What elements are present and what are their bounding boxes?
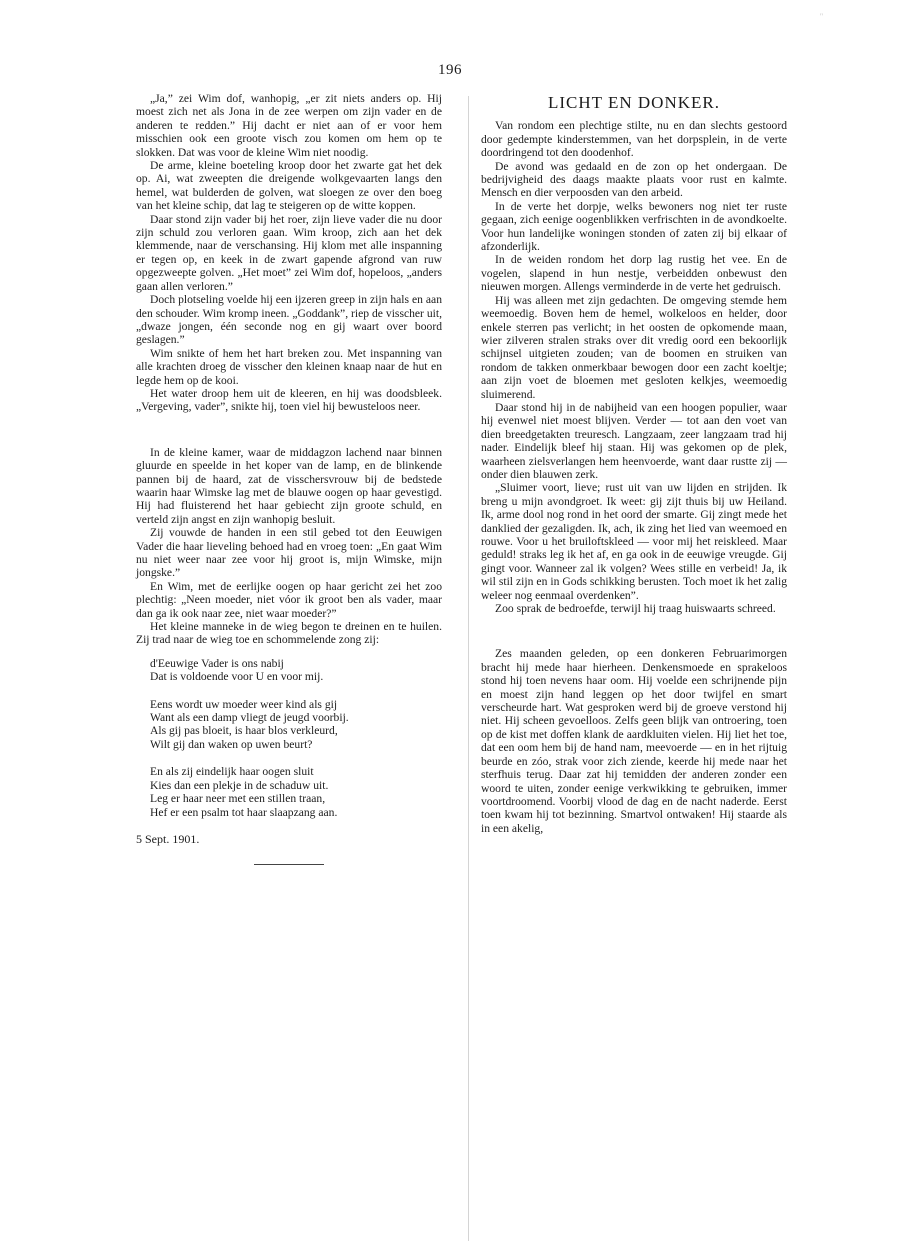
right-paragraph: Daar stond hij in de nabijheid van een hoogen populier, waar hij evenwel niet moest blijven. Verder — tot aan den voet van dien breedgetakten treuresch. Langzaam, zeer langzaam trad hij nader. Eindelijk bleef hij staan. Hij was gekomen op de plek, waarheen zielsverlangen hem heenvoerde, want daar rustte zij — onder dien blauwen zerk.: [481, 400, 787, 481]
poem-line: Als gij pas bloeit, is haar blos verkleurd,: [150, 724, 338, 738]
section-break: [481, 615, 787, 631]
right-paragraph: Hij was alleen met zijn gedachten. De omgeving stemde hem weemoedig. Boven hem de hemel, wolkeloos en helder, door enkele sterren pas verlicht; in het oosten de opkomende maan, wier zilveren stralen straks over dit vredig oord een bekoorlijk schijnsel uitgieten zouden; van de boomen en struiken van rondom de takken onmerkbaar bewogen door een zacht koeltje; aan zijn voet de bloemen met gesloten kelkjes, weemoedig sluimerend.: [481, 293, 787, 401]
lullaby-poem: [136, 657, 442, 819]
left-paragraph: In de kleine kamer, waar de middagzon lachend naar binnen gluurde en speelde in het koper van de lamp, en de blinkende pannen bij de haard, zat de visschersvrouw bij de bedstede waarin haar Wimske lag met de blauwe oogen op haar gevestigd. Hij had fluisterend het haar gebiecht zijn groote schuld, en verteld zijn angst en zijn wanhopig besluit.: [136, 445, 442, 526]
poem-line: Kies dan een plekje in de schaduw uit.: [150, 778, 329, 792]
left-paragraph: Zij vouwde de handen in een stil gebed tot den Eeuwigen Vader die haar lieveling behoed had en vroeg toen: „En gaat Wim nu niet weer naar zee voor hij groot is, mijn Wimske, mijn jongske.”: [136, 526, 442, 580]
left-paragraph: Wim snikte of hem het hart breken zou. Met inspanning van alle krachten droeg de visscher den kleinen knaap naar de hut en legde hem op de kooi.: [136, 346, 442, 387]
poem-stanza: [150, 698, 442, 752]
section-break: [136, 414, 442, 430]
left-paragraph: Het kleine manneke in de wieg begon te dreinen en te huilen. Zij trad naar de wieg toe en schommelende zong zij:: [136, 620, 442, 647]
poem-line: En als zij eindelijk haar oogen sluit: [150, 765, 314, 779]
section-break: [481, 631, 787, 647]
left-paragraph: De arme, kleine boeteling kroop door het zwarte gat het dek op. Ai, wat zweepten die dreigende wolkgevaarten langs den hemel, wat bulderden de golven, wat sloegen ze over den boeg van het kleine schip, dat lag te steigeren op de witte koppen.: [136, 159, 442, 213]
poem-line: d'Eeuwige Vader is ons nabij: [150, 656, 284, 670]
right-paragraph: De avond was gedaald en de zon op het ondergaan. De bedrijvigheid des daags maakte plaats voor rust en kalmte. Mensch en dier verpoosden van den arbeid.: [481, 159, 787, 200]
end-rule: [254, 864, 324, 865]
section-break: [136, 430, 442, 446]
article-title: LICHT EN DONKER.: [548, 93, 720, 112]
left-paragraph: „Ja,” zei Wim dof, wanhopig, „er zit niets anders op. Hij moest zich net als Jona in de zee werpen om zijn vader en de anderen te redden.” Hij dacht er niet aan of er voor hem misschien ook een groote visch zou komen om hem op te slokken. Dat was voor de kleine Wim niet noodig.: [136, 92, 442, 159]
story-date: 5 Sept. 1901.: [136, 831, 200, 846]
right-paragraph: In de weiden rondom het dorp lag rustig het vee. En de vogelen, slapend in hun nestje, verbeidden onbewust den nieuwen morgen. Allengs verminderde in de verte het gedruisch.: [481, 253, 787, 294]
right-paragraph: „Sluimer voort, lieve; rust uit van uw lijden en strijden. Ik breng u mijn avondgroet. Ik weet: gij zijt thuis bij uw Heiland. Ik, arme dool nog rond in het oord der smarte. Gij zingt mede het danklied der gezaligden. Ik, ach, ik zing het lied van weemoed en rouwe. Voor u het bruiloftskleed — voor mij het reiskleed. Maar geduld! straks leg ik het af, en ga ook in de eeuwige vreugde. Gij gingt voor. Wanneer zal ik volgen? Wees stille en verbeid! Ja, ik wil stil zijn en in Gods schikking berusten. Toch moet ik het zalig weleer nog eenmaal overdenken”.: [481, 481, 787, 602]
left-column: [136, 92, 442, 865]
left-paragraph: En Wim, met de eerlijke oogen op haar gericht zei het zoo plechtig: „Neen moeder, niet vóor ik groot ben als vader, maar dan ga ik ook naar zee, niet waar moeder?”: [136, 579, 442, 620]
right-paragraph: Van rondom een plechtige stilte, nu en dan slechts gestoord door gedempte kinderstemmen, van het dorpsplein, in de verte doordringend tot den doodenhof.: [481, 119, 787, 160]
poem-line: Leg er haar neer met een stillen traan,: [150, 792, 326, 806]
poem-line: Eens wordt uw moeder weer kind als gij: [150, 697, 338, 711]
left-paragraph: Daar stond zijn vader bij het roer, zijn lieve vader die nu door zijn schuld zou verloren gaan. Wim kroop, zich aan het dek klemmende, naar de verschansing. Hij klom met alle inspanning er tegen op, en keek in de zwart gapende afgrond van ruw opgezweepte golven. „Het moet” zei Wim dof, hopeloos, „anders gaan allen verloren.”: [136, 212, 442, 293]
poem-line: Hef er een psalm tot haar slaapzang aan.: [150, 805, 338, 819]
poem-line: Want als een damp vliegt de jeugd voorbij.: [150, 711, 349, 725]
right-paragraph: Zoo sprak de bedroefde, terwijl hij traag huiswaarts schreed.: [495, 602, 776, 616]
left-paragraph: Doch plotseling voelde hij een ijzeren greep in zijn hals en aan den schouder. Wim kromp ineen. „Goddank”, riep de visscher uit, „dwaze jongen, één seconde nog en gij waart over boord geslagen.”: [136, 293, 442, 347]
column-divider: [468, 96, 469, 1241]
right-paragraph: In de verte het dorpje, welks bewoners nog niet ter ruste gegaan, zich eenige oogenblikken verfrischten in de avondkoelte. Voor hun landelijke woningen stonden of zaten zij bij elkaar of afzonderlijk.: [481, 199, 787, 254]
left-paragraph: Het water droop hem uit de kleeren, en hij was doodsbleek. „Vergeving, vader”, snikte hij, toen viel hij bewusteloos neer.: [136, 386, 442, 414]
right-paragraph: Zes maanden geleden, op een donkeren Februarimorgen bracht hij mede haar hierheen. Denkensmoede en sprakeloos stond hij toen nevens haar oom. Hij voelde een schrijnende pijn en moest zijn hand leggen op het door twijfel en smart verscheurde hart. Wat gesproken werd bij de groeve verstond hij niet. Hij scheen gevoelloos. Zelfs geen blijk van ontroering, toen op de kist met doffen klank de aardkluiten vielen. Hij liet het toe, dat een oom hem bij de hand nam, meevoerde — en in het rijtuig beurde en zóo, strak voor zich ziende, keerde hij mede naar het sterfhuis terug. Daar zat hij temidden der anderen zonder een woord te uiten, zonder eenige verkwikking te gebruiken, immer voortdroomend. Voorbij vlood de dag en de nacht naderde. Eerst toen kwam hij tot bezinning. Smartvol ontwaken! Hij staarde als in een akelig,: [481, 647, 787, 835]
poem-stanza: [150, 765, 442, 819]
right-column: [481, 92, 787, 835]
poem-line: Wilt gij dan waken op uwen beurt?: [150, 737, 313, 751]
poem-line: Dat is voldoende voor U en voor mij.: [150, 670, 324, 684]
page-number: 196: [438, 62, 462, 78]
corner-scan-mark: '': [820, 12, 823, 21]
poem-stanza: [150, 657, 442, 684]
